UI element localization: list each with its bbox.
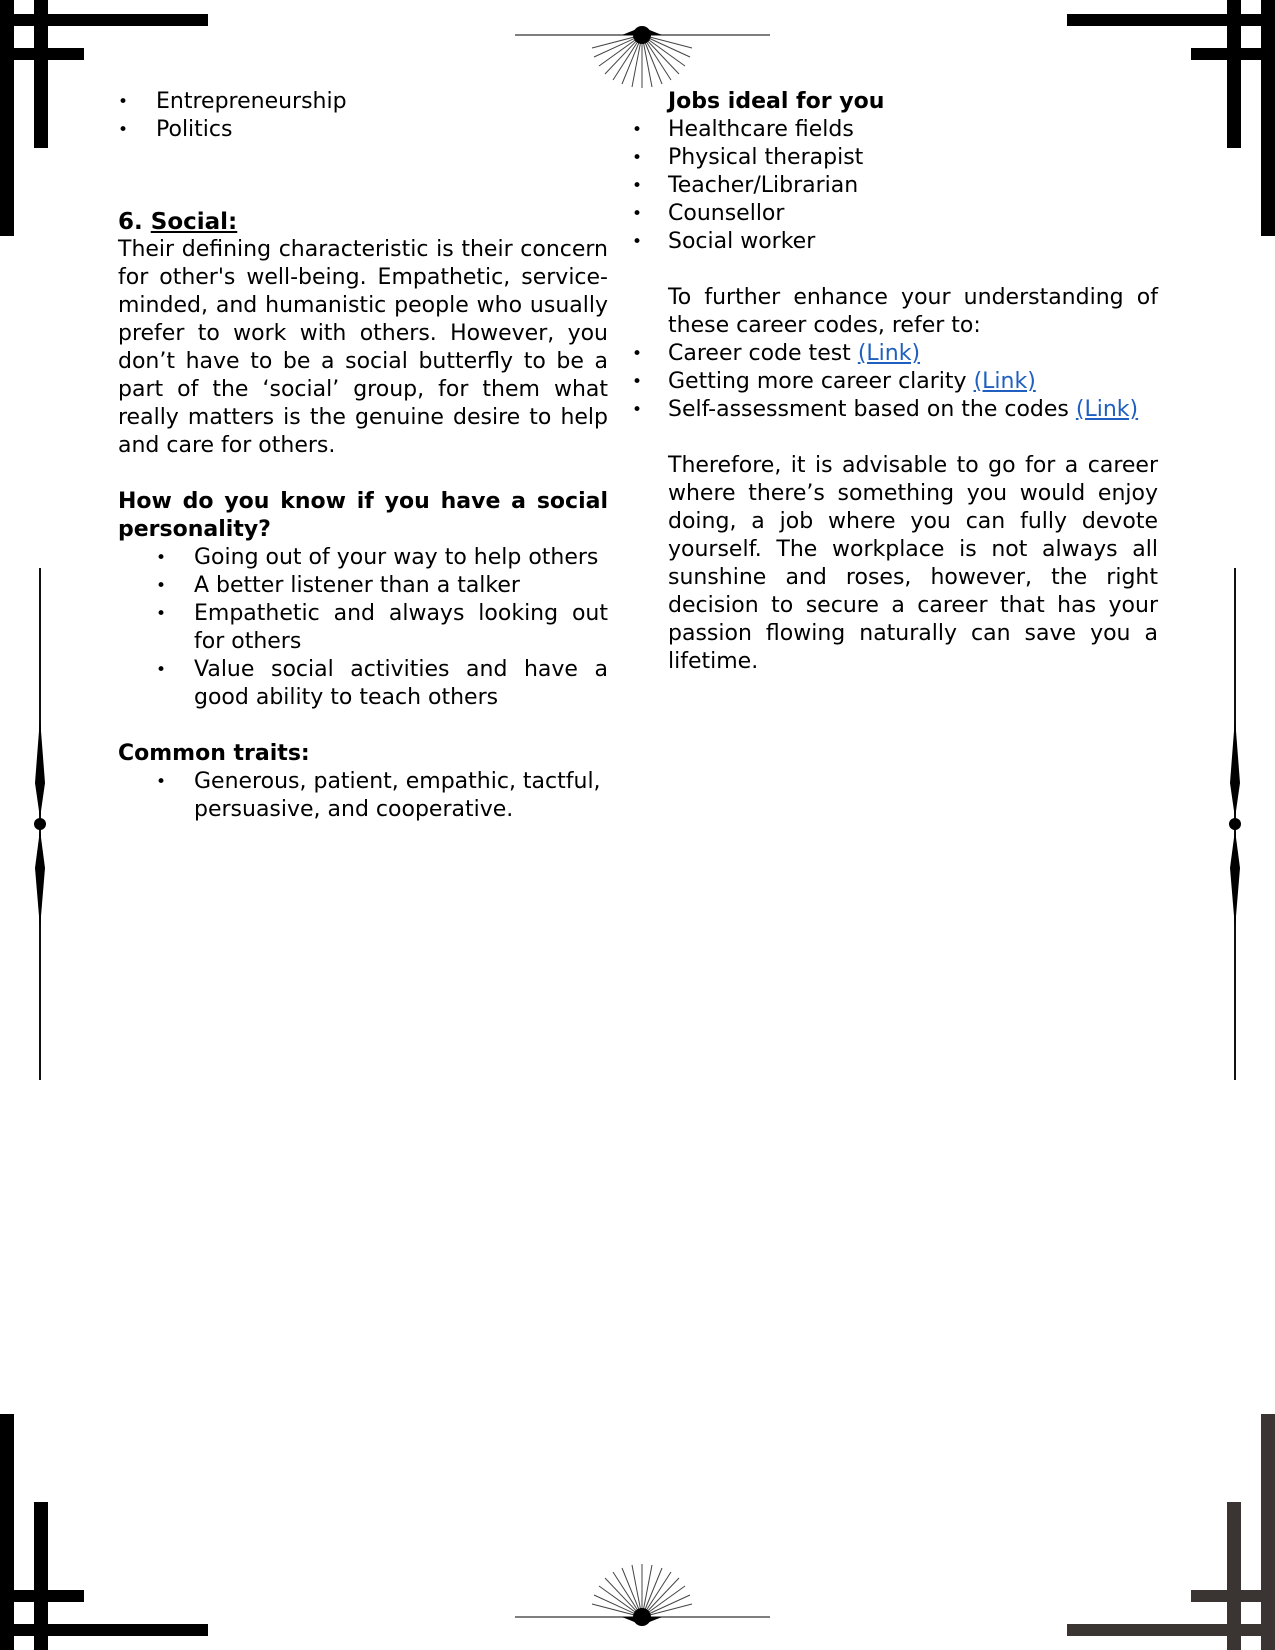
conclusion-paragraph: Therefore, it is advisable to go for a career where there’s something you would enjoy doing, a job where you can fully devote yourself. The workplace is not always all sunshine and roses, however, the right decision to secure a career that has your passion flowing naturally can save you a lifetime. <box>668 453 1158 674</box>
how-list <box>118 544 608 712</box>
section-heading <box>118 208 608 236</box>
top-sunburst-ornament <box>515 20 770 92</box>
list-item: • Generous, patient, empathic, tactful, persuasive, and cooperative. <box>118 768 608 824</box>
career-list-continued <box>118 88 608 144</box>
list-item: • Politics <box>118 116 608 144</box>
list-item: • Counsellor <box>668 200 1158 228</box>
ref-label: Getting more career clarity <box>668 369 974 394</box>
left-side-ornament <box>28 568 52 1080</box>
list-item <box>668 396 1158 424</box>
section-number: 6. <box>118 209 143 235</box>
list-item <box>668 340 1158 368</box>
jobs-heading: Jobs ideal for you <box>668 89 885 114</box>
self-assessment-link[interactable]: (Link) <box>1075 397 1139 422</box>
social-intro-paragraph: Their defining characteristic is their concern for other's well-being. Empathetic, service-minded, and humanistic people who usually prefer to work with others. However, you don’t have to be a social butterfly to be a part of the ‘social’ group, for them what really matters is the genuine desire to help and care for others. <box>118 237 608 458</box>
jobs-list <box>668 116 1158 256</box>
list-item: • A better listener than a talker <box>118 572 608 600</box>
traits-list <box>118 768 608 824</box>
list-item: • Social worker <box>668 228 1158 256</box>
list-item: • Healthcare fields <box>668 116 1158 144</box>
traits-heading: Common traits: <box>118 741 310 766</box>
reference-list <box>668 340 1158 424</box>
list-item: • Physical therapist <box>668 144 1158 172</box>
how-heading: How do you know if you have a social personality? <box>118 489 608 542</box>
list-item: • Teacher/Librarian <box>668 172 1158 200</box>
career-clarity-link[interactable]: (Link) <box>973 369 1036 394</box>
bottom-sunburst-ornament <box>515 1560 770 1632</box>
left-column <box>118 88 608 824</box>
section-title: Social: <box>150 209 238 235</box>
list-item <box>668 368 1158 396</box>
right-column <box>668 88 1158 676</box>
list-item: • Entrepreneurship <box>118 88 608 116</box>
career-code-test-link[interactable]: (Link) <box>857 341 921 366</box>
refer-paragraph: To further enhance your understanding of these career codes, refer to: <box>668 285 1158 338</box>
list-item: • Value social activities and have a good ability to teach others <box>118 656 608 712</box>
list-item: • Empathetic and always looking out for others <box>118 600 608 656</box>
ref-label: Self-assessment based on the codes <box>668 397 1076 422</box>
list-item: • Going out of your way to help others <box>118 544 608 572</box>
ref-label: Career code test <box>668 341 858 366</box>
right-side-ornament <box>1223 568 1247 1080</box>
